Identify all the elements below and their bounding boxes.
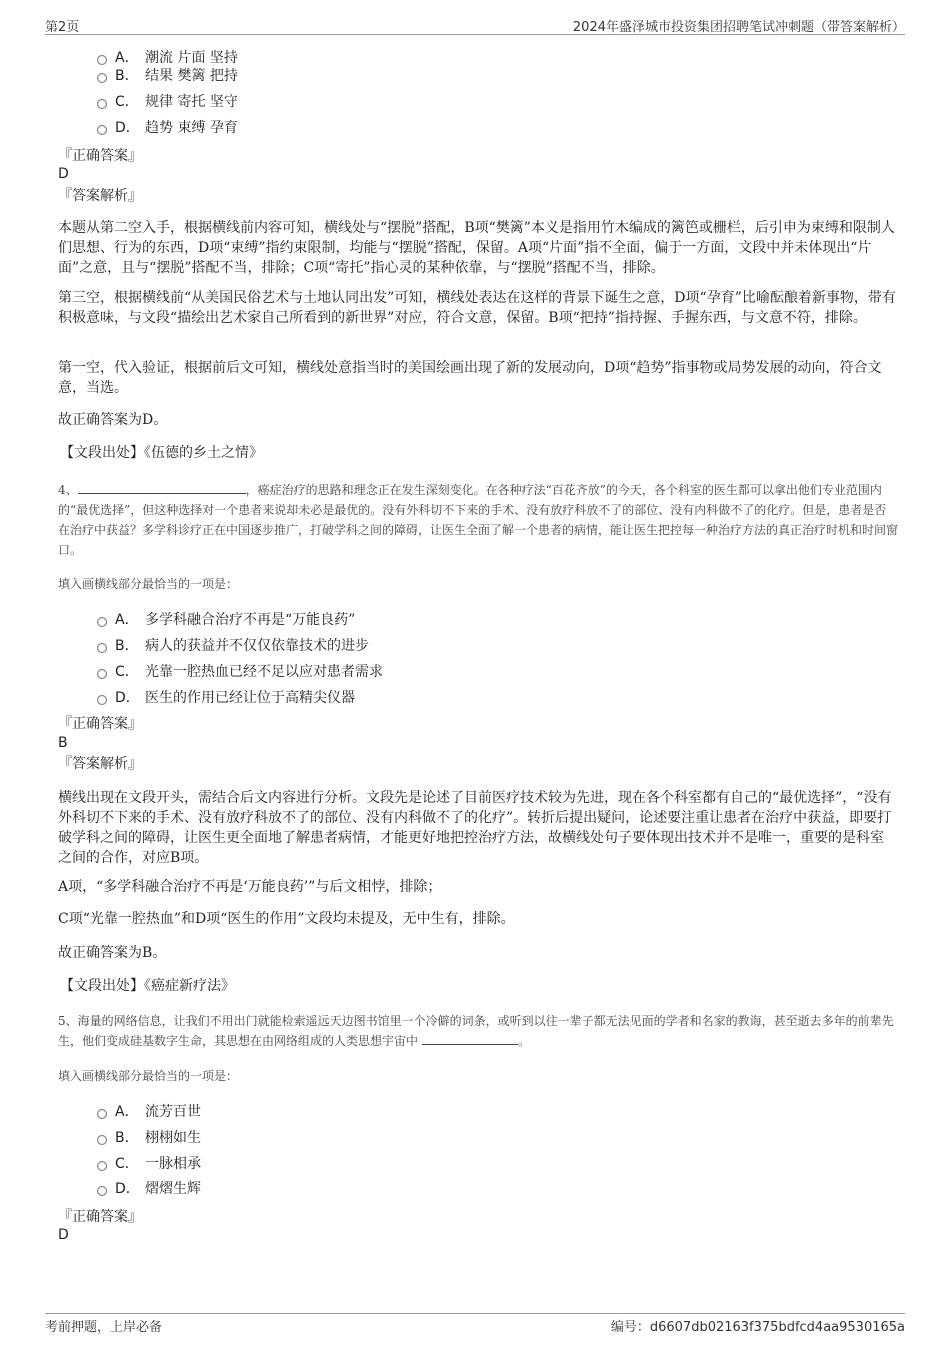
q3-option-d[interactable] — [97, 117, 238, 139]
q4-option-a[interactable] — [97, 609, 355, 631]
q3-analysis-label: 『答案解析』 — [58, 188, 142, 204]
option-text: 熠熠生辉 — [145, 1181, 201, 1197]
radio-icon[interactable] — [97, 1161, 107, 1171]
fill-blank — [78, 481, 246, 494]
option-text: 趋势 束缚 孕育 — [145, 120, 238, 136]
option-text: 病人的获益并不仅仅依靠技术的进步 — [145, 638, 369, 654]
q4-stem-text: ，癌症治疗的思路和理念正在发生深刻变化。在各种疗法“百花齐放”的今天，各个科室的医生都可以拿出他们专业范围内的“最优选择”，但这种选择对一个患者来说却未必是最优的。没有外科切不下来的手术、没有放疗科放不了的部位、没有内科做不了的化疗。但是，患者是否在治疗中获益？多学科诊疗正在中国逐步推广，打破学科之间的障碍，让医生全面了解一个患者的病情，能让医生把控每一种治疗方法的真正治疗时机和时间窗口。 — [58, 483, 899, 557]
q4-option-c[interactable] — [97, 661, 383, 683]
option-letter: B． — [115, 68, 139, 84]
q4-prompt: 填入画横线部分最恰当的一项是： — [58, 577, 239, 591]
option-text: 光靠一腔热血已经不足以应对患者需求 — [145, 664, 383, 680]
q3-answer: D — [58, 166, 69, 182]
q3-option-b[interactable] — [97, 65, 238, 87]
q4-source: 【文段出处】《癌症新疗法》 — [60, 978, 235, 994]
option-letter: A． — [115, 1104, 139, 1120]
radio-icon[interactable] — [97, 617, 107, 627]
q5-option-d[interactable] — [97, 1178, 201, 1200]
q4-answer: B — [58, 735, 68, 751]
document-title: 2024年盛泽城市投资集团招聘笔试冲刺题（带答案解析） — [572, 20, 905, 35]
option-letter: D． — [115, 690, 140, 706]
q5-answer: D — [58, 1227, 69, 1243]
q4-option-d[interactable] — [97, 687, 355, 709]
q4-analysis-paragraph: A项，“多学科融合治疗不再是‘万能良药’”与后文相悖，排除； — [58, 879, 442, 895]
option-letter: B． — [115, 1130, 139, 1146]
q5-stem — [58, 1011, 898, 1051]
radio-icon[interactable] — [97, 1135, 107, 1145]
radio-icon[interactable] — [97, 1186, 107, 1196]
q3-answer-label: 『正确答案』 — [58, 148, 142, 164]
q5-stem-end: 。 — [517, 1034, 530, 1048]
q5-option-b[interactable] — [97, 1127, 201, 1149]
question-number: 5、 — [58, 1014, 78, 1028]
document-id: 编号：d6607db02163f375bdfcd4aa9530165a — [610, 1320, 905, 1335]
radio-icon[interactable] — [97, 125, 107, 135]
q4-option-b[interactable] — [97, 635, 369, 657]
radio-icon[interactable] — [97, 1109, 107, 1119]
option-letter: A． — [115, 50, 139, 66]
q4-analysis-paragraph: 故正确答案为B。 — [58, 945, 167, 961]
q5-stem-text: 海量的网络信息，让我们不用出门就能检索遥远天边图书馆里一个冷僻的词条，或听到以往一辈子都无法见面的学者和名家的教诲，甚至逝去多年的前辈先生，他们变成硅基数字生命，其思想在由网络组成的人类思想宇宙中 — [58, 1014, 894, 1048]
option-text: 医生的作用已经让位于高精尖仪器 — [145, 690, 355, 706]
q3-analysis-paragraph: 故正确答案为D。 — [58, 412, 168, 428]
q5-option-c[interactable] — [97, 1153, 201, 1175]
q5-prompt: 填入画横线部分最恰当的一项是： — [58, 1069, 239, 1083]
option-text: 一脉相承 — [145, 1156, 201, 1172]
q3-analysis-paragraph: 本题从第二空入手，根据横线前内容可知，横线处与“摆脱”搭配，B项“樊篱”本义是指用竹木编成的篱笆或栅栏，后引申为束缚和限制人们思想、行为的东西，D项“束缚”指约束限制，均能与“摆脱”搭配，保留。A项“片面”指不全面，偏于一方面，文段中并未体现出“片面”之意，且与“摆脱”搭配不当，排除；C项“寄托”指心灵的某种依靠，与“摆脱”搭配不当，排除。 — [58, 220, 895, 276]
radio-icon[interactable] — [97, 73, 107, 83]
q4-stem — [58, 480, 898, 560]
option-letter: C． — [115, 1156, 139, 1172]
q3-source: 【文段出处】《伍德的乡土之情》 — [60, 445, 263, 461]
radio-icon[interactable] — [97, 643, 107, 653]
option-letter: A． — [115, 612, 139, 628]
option-text: 规律 寄托 坚守 — [145, 94, 238, 110]
q5-option-a[interactable] — [97, 1101, 201, 1123]
option-text: 栩栩如生 — [145, 1130, 201, 1146]
option-letter: B． — [115, 638, 139, 654]
page-header — [45, 14, 905, 35]
question-number: 4、 — [58, 483, 78, 497]
q4-answer-label: 『正确答案』 — [58, 716, 142, 732]
fill-blank — [422, 1032, 518, 1045]
footer-slogan: 考前押题，上岸必备 — [45, 1320, 163, 1335]
radio-icon[interactable] — [97, 55, 107, 65]
q4-analysis-paragraph: C项“光靠一腔热血”和D项“医生的作用”文段均未提及，无中生有，排除。 — [58, 911, 515, 927]
q3-analysis-paragraph: 第一空，代入验证，根据前后文可知，横线处意指当时的美国绘画出现了新的发展动向，D项“趋势”指事物或局势发展的动向，符合文意，当选。 — [58, 360, 882, 396]
option-text: 潮流 片面 坚持 — [145, 50, 238, 66]
q4-analysis-label: 『答案解析』 — [58, 756, 142, 772]
option-letter: C． — [115, 94, 139, 110]
option-letter: D． — [115, 120, 140, 136]
option-text: 多学科融合治疗不再是“万能良药” — [145, 612, 356, 628]
q5-answer-label: 『正确答案』 — [58, 1209, 142, 1225]
option-text: 流芳百世 — [145, 1104, 201, 1120]
q4-analysis-paragraph: 横线出现在文段开头，需结合后文内容进行分析。文段先是论述了目前医疗技术较为先进，现在各个科室都有自己的“最优选择”，“没有外科切不下来的手术、没有放疗科放不了的部位、没有内科做不了的化疗”。转折后提出疑问，论述要注重让患者在治疗中获益，即要打破学科之间的障碍，让医生更全面地了解患者病情，才能更好地把控治疗方法，故横线处句子要体现出技术并不是唯一，重要的是科室之间的合作，对应B项。 — [58, 790, 892, 866]
option-letter: D． — [115, 1181, 140, 1197]
option-text: 结果 樊篱 把持 — [145, 68, 238, 84]
radio-icon[interactable] — [97, 669, 107, 679]
q3-analysis-paragraph: 第三空，根据横线前“从美国民俗艺术与土地认同出发”可知，横线处表达在这样的背景下诞生之意，D项“孕育”比喻酝酿着新事物，带有积极意味，与文段“描绘出艺术家自己所看到的新世界”对应，符合文意，保留。B项“把持”指持握、手握东西，与文意不符，排除。 — [58, 290, 896, 326]
q3-option-c[interactable] — [97, 91, 238, 113]
radio-icon[interactable] — [97, 99, 107, 109]
radio-icon[interactable] — [97, 695, 107, 705]
page-footer — [45, 1313, 905, 1336]
page-number: 第2页 — [45, 20, 80, 35]
option-letter: C． — [115, 664, 139, 680]
